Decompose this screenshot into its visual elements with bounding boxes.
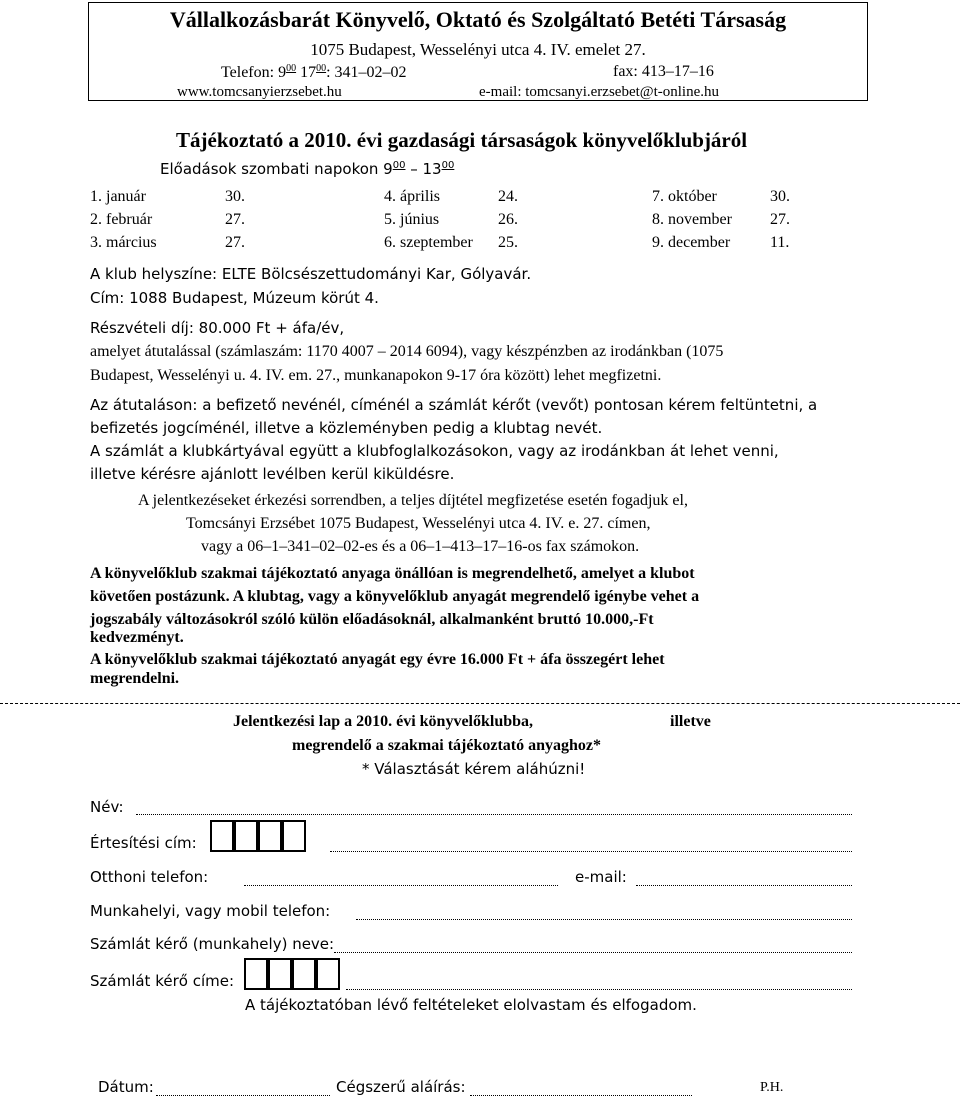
schedule-day: 27. bbox=[225, 234, 245, 251]
postcode-box-4[interactable] bbox=[282, 820, 306, 852]
company-web[interactable]: www.tomcsanyierzsebet.hu bbox=[177, 84, 342, 100]
email-label: e-mail: bbox=[575, 868, 627, 886]
schedule-month: 9. december bbox=[652, 234, 731, 251]
schedule-month: 6. szeptember bbox=[384, 234, 473, 251]
schedule-month: 3. március bbox=[90, 234, 157, 251]
form-heading-1[interactable]: Jelentkezési lap a 2010. évi könyvelőklubba, bbox=[233, 713, 534, 730]
stamp-placeholder: P.H. bbox=[760, 1080, 784, 1095]
company-fax: fax: 413–17–16 bbox=[613, 63, 714, 80]
payment-line-2: Budapest, Wesselényi u. 4. IV. em. 27., munkanapokon 9-17 óra között) lehet megfizetni. bbox=[90, 367, 662, 384]
invoice-line-1: A számlát a klubkártyával együtt a klubfoglalkozásokon, vagy az irodánkban át lehet venni, bbox=[90, 442, 779, 460]
schedule-day: 26. bbox=[498, 211, 518, 228]
schedule-day: 27. bbox=[225, 211, 245, 228]
transfer-line-2: befizetés jogcíménél, illetve a közleményben pedig a klubtag nevét. bbox=[90, 419, 603, 437]
notice-line-2: követően postázunk. A klubtag, vagy a könyvelőklub anyagát megrendelő igénybe vehet a bbox=[90, 588, 700, 605]
signature-field[interactable] bbox=[470, 1095, 692, 1096]
postcode-box-2[interactable] bbox=[234, 820, 258, 852]
schedule-day: 25. bbox=[498, 234, 518, 251]
postcode-box-1[interactable] bbox=[210, 820, 234, 852]
invoice-postcode-box-1[interactable] bbox=[244, 958, 268, 990]
apply-line-1: A jelentkezéseket érkezési sorrendben, a teljes díjtétel megfizetése esetén fogadjuk el, bbox=[138, 492, 688, 509]
schedule-month: 4. április bbox=[384, 188, 440, 205]
schedule-month: 2. február bbox=[90, 211, 153, 228]
invoice-name-label: Számlát kérő (munkahely) neve: bbox=[90, 935, 335, 953]
schedule-month: 8. november bbox=[652, 211, 732, 228]
address-field[interactable] bbox=[330, 851, 852, 852]
notice-line-3: jogszabály változásokról szóló külön előadásoknál, alkalmanként bruttó 10.000,-Ft bbox=[90, 611, 654, 628]
company-phone: Telefon: $9^{00}$ $17^{00}$: 341–02–02 bbox=[221, 63, 407, 81]
invoice-line-2: illetve kérésre ajánlott levélben kerül kiküldésre. bbox=[90, 465, 455, 483]
apply-line-2: Tomcsányi Erzsébet 1075 Budapest, Wesselényi utca 4. IV. e. 27. címen, bbox=[186, 515, 651, 532]
notice-line-5: A könyvelőklub szakmai tájékoztató anyagát egy évre 16.000 Ft + áfa összegért lehet bbox=[90, 651, 665, 668]
venue: A klub helyszíne: ELTE Bölcsészettudományi Kar, Gólyavár. bbox=[90, 265, 532, 283]
schedule-day: 30. bbox=[770, 188, 790, 205]
letterhead bbox=[88, 2, 868, 101]
schedule-month: 1. január bbox=[90, 188, 146, 205]
home-phone-field[interactable] bbox=[244, 885, 558, 886]
date-label: Dátum: bbox=[98, 1078, 154, 1096]
lecture-times: Előadások szombati napokon $9^{00} - 13^{00}$ bbox=[160, 160, 455, 178]
signature-label: Cégszerű aláírás: bbox=[336, 1078, 466, 1096]
fee: Részvételi díj: 80.000 Ft + áfa/év, bbox=[90, 319, 345, 337]
postcode-box-3[interactable] bbox=[258, 820, 282, 852]
company-address: 1075 Budapest, Wesselényi utca 4. IV. emelet 27. bbox=[310, 40, 646, 59]
form-heading-2[interactable]: megrendelő a szakmai tájékoztató anyaghoz* bbox=[292, 737, 601, 754]
schedule-month: 5. június bbox=[384, 211, 440, 228]
notice-line-4: kedvezményt. bbox=[90, 629, 184, 646]
cut-line bbox=[0, 703, 960, 704]
page-title: Tájékoztató a 2010. évi gazdasági társaságok könyvelőklubjáról bbox=[176, 128, 748, 152]
invoice-postcode-box-4[interactable] bbox=[316, 958, 340, 990]
name-label: Név: bbox=[90, 798, 124, 816]
invoice-address-field[interactable] bbox=[346, 989, 852, 990]
schedule-day: 11. bbox=[770, 234, 790, 251]
invoice-name-field[interactable] bbox=[334, 952, 852, 953]
accept-terms: A tájékoztatóban lévő feltételeket elolvastam és elfogadom. bbox=[245, 996, 697, 1014]
schedule-day: 30. bbox=[225, 188, 245, 205]
work-phone-field[interactable] bbox=[356, 919, 852, 920]
invoice-address-label: Számlát kérő címe: bbox=[90, 972, 235, 990]
transfer-line-1: Az átutaláson: a befizető nevénél, címénél a számlát kérőt (vevőt) pontosan kérem feltüntetni, a bbox=[90, 396, 818, 414]
invoice-postcode-box-2[interactable] bbox=[268, 958, 292, 990]
email-field[interactable] bbox=[636, 885, 852, 886]
payment-line-1: amelyet átutalással (számlaszám: 1170 4007 – 2014 6094), vagy készpénzben az irodánkban (1075 bbox=[90, 343, 724, 360]
address-label: Értesítési cím: bbox=[90, 834, 197, 852]
invoice-postcode-box-3[interactable] bbox=[292, 958, 316, 990]
home-phone-label: Otthoni telefon: bbox=[90, 868, 209, 886]
form-note: * Választását kérem aláhúzni! bbox=[362, 760, 586, 778]
notice-line-6: megrendelni. bbox=[90, 670, 180, 687]
work-phone-label: Munkahelyi, vagy mobil telefon: bbox=[90, 902, 331, 920]
company-email[interactable]: e-mail: tomcsanyi.erzsebet@t-online.hu bbox=[479, 84, 719, 100]
schedule-month: 7. október bbox=[652, 188, 717, 205]
date-field[interactable] bbox=[156, 1095, 330, 1096]
schedule-day: 27. bbox=[770, 211, 790, 228]
name-field[interactable] bbox=[136, 814, 852, 815]
form-heading-illetve: illetve bbox=[670, 713, 711, 730]
schedule-day: 24. bbox=[498, 188, 518, 205]
apply-line-3: vagy a 06–1–341–02–02-es és a 06–1–413–17–16-os fax számokon. bbox=[201, 538, 640, 555]
company-name: Vállalkozásbarát Könyvelő, Oktató és Szolgáltató Betéti Társaság bbox=[169, 7, 787, 32]
venue-address: Cím: 1088 Budapest, Múzeum körút 4. bbox=[90, 289, 379, 307]
notice-line-1: A könyvelőklub szakmai tájékoztató anyaga önállóan is megrendelhető, amelyet a klubot bbox=[90, 565, 695, 582]
